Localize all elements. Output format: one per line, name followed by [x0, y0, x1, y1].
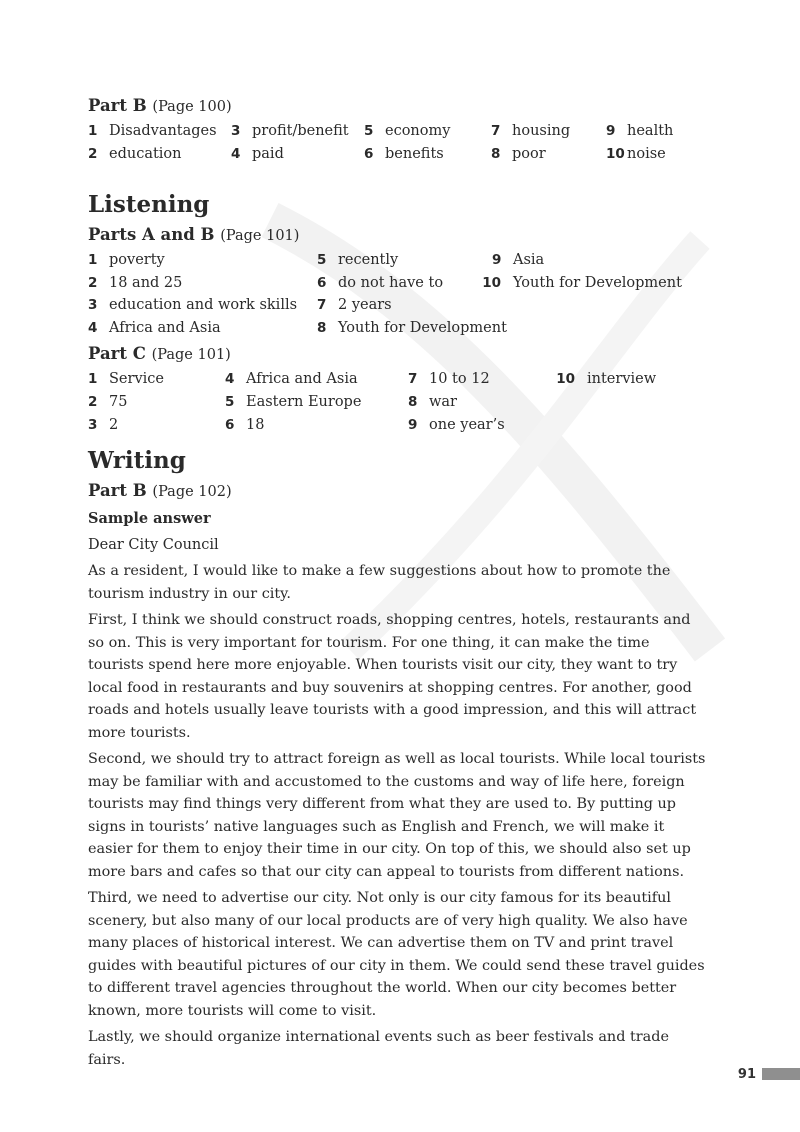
- page-number: 91: [737, 1066, 756, 1082]
- answer-text: benefits: [385, 145, 444, 162]
- answer-number: 8: [408, 394, 418, 410]
- answer-text: paid: [252, 145, 284, 162]
- answer-item: [88, 123, 217, 139]
- answer-number: 9: [408, 417, 418, 433]
- answer-number: 7: [491, 123, 501, 139]
- answer-text: economy: [385, 123, 451, 139]
- answer-number: 5: [225, 394, 235, 410]
- answer-number: 2: [88, 145, 98, 162]
- answer-item: [88, 252, 165, 268]
- writing-heading: Writing: [88, 447, 186, 474]
- answer-text: housing: [512, 123, 571, 139]
- answer-item: [364, 146, 444, 162]
- listening-part-c-answer-grid: [88, 371, 708, 439]
- answer-item: [408, 371, 490, 387]
- answer-item: [88, 320, 221, 336]
- answer-number: 10: [482, 274, 501, 291]
- letter-paragraph: As a resident, I would like to make a few suggestions about how to promote the tourism industry in our city.: [88, 563, 671, 602]
- listening-part-c-page-ref: (Page 101): [151, 347, 231, 363]
- answer-text: 2 years: [338, 297, 392, 313]
- listening-parts-ab-page-ref: (Page 101): [220, 228, 300, 244]
- answer-number: 1: [88, 371, 98, 387]
- answer-item: [408, 394, 457, 410]
- listening-parts-ab-heading: [88, 225, 708, 244]
- answer-number: 2: [88, 394, 98, 410]
- answer-number: 3: [88, 417, 98, 433]
- listening-part-c-heading: [88, 344, 708, 363]
- answer-item: [88, 417, 118, 433]
- answer-text: noise: [627, 145, 666, 162]
- answer-text: health: [627, 123, 674, 139]
- writing-part-b-heading: [88, 481, 708, 500]
- letter-paragraph: Lastly, we should organize international events such as beer festivals and trade fairs.: [88, 1029, 669, 1068]
- writing-part-b-page-ref: (Page 102): [152, 484, 232, 500]
- page-tab-bar: [762, 1068, 800, 1080]
- answer-text: Disadvantages: [109, 123, 217, 139]
- answer-item: [555, 371, 656, 387]
- answer-text: education and work skills: [109, 297, 298, 313]
- answer-item: [88, 297, 297, 313]
- part-b-page-ref: (Page 100): [152, 99, 232, 115]
- answer-item: [225, 417, 264, 433]
- answer-text: 75: [109, 394, 128, 410]
- answer-number: 6: [225, 417, 235, 433]
- answer-key-page: [88, 96, 708, 1075]
- answer-item: [606, 123, 673, 139]
- answer-item: [88, 146, 182, 162]
- answer-number: 4: [231, 145, 241, 162]
- answer-number: 6: [317, 274, 327, 291]
- answer-text: interview: [587, 371, 657, 387]
- answer-text: 10 to 12: [429, 371, 490, 387]
- listening-heading: Listening: [88, 191, 210, 218]
- answer-text: Africa and Asia: [246, 371, 358, 387]
- answer-number: 8: [491, 145, 501, 162]
- listening-parts-ab-title: Parts A and B: [88, 225, 215, 244]
- answer-item: [317, 252, 398, 268]
- answer-item: [481, 275, 682, 291]
- answer-item: [492, 252, 544, 268]
- answer-text: Youth for Development: [338, 319, 507, 336]
- answer-text: do not have to: [338, 274, 444, 291]
- answer-item: [225, 371, 358, 387]
- answer-number: 5: [317, 252, 327, 268]
- answer-item: [317, 275, 443, 291]
- answer-number: 10: [556, 371, 575, 387]
- answer-text: poor: [512, 145, 546, 162]
- answer-number: 9: [492, 252, 502, 268]
- page-number-tab: [738, 1066, 800, 1082]
- answer-number: 6: [364, 145, 374, 162]
- answer-number: 3: [88, 297, 98, 313]
- answer-item: [364, 123, 450, 139]
- answer-text: Service: [109, 371, 164, 387]
- answer-number: 9: [606, 123, 616, 139]
- answer-item: [225, 394, 361, 410]
- answer-text: Asia: [513, 252, 545, 268]
- answer-item: [491, 123, 570, 139]
- answer-number: 5: [364, 123, 374, 139]
- answer-text: education: [109, 145, 182, 162]
- letter-paragraph: First, I think we should construct roads, shopping centres, hotels, restaurants and so on. This is very important for tourism. For one thing, it can make the time tourists spend here more enjoyable. When tourists visit our city, they want to try local food in restaurants and buy souvenirs at shopping centres. For another, good roads and hotels usually leave tourists with a good impression, and this will attract more tourists.: [88, 612, 697, 741]
- answer-text: Africa and Asia: [109, 319, 221, 336]
- answer-number: 1: [88, 123, 98, 139]
- answer-text: 18: [246, 417, 265, 433]
- answer-text: Youth for Development: [513, 274, 682, 291]
- answer-number: 8: [317, 319, 327, 336]
- answer-item: [88, 371, 164, 387]
- letter-paragraph: Second, we should try to attract foreign as well as local tourists. While local tourists may be familiar with and accustomed to the customs and way of life here, foreign tourists may find things very different from what they are used to. By putting up signs in tourists’ native languages such as English and French, we will make it easier for them to enjoy their time in our city. On top of this, we should also set up more bars and cafes so that our city can appeal to tourists from different nations.: [88, 751, 706, 880]
- answer-text: war: [429, 394, 457, 410]
- answer-text: 18 and 25: [109, 274, 183, 291]
- answer-item: [88, 275, 182, 291]
- answer-number: 10: [606, 145, 625, 162]
- answer-item: [317, 320, 507, 336]
- sample-answer-label: Sample answer: [88, 510, 211, 527]
- answer-number: 4: [225, 371, 235, 387]
- answer-text: recently: [338, 252, 399, 268]
- answer-item: [491, 146, 546, 162]
- writing-part-b-title: Part B: [88, 481, 147, 500]
- answer-text: poverty: [109, 252, 165, 268]
- answer-item: [231, 146, 284, 162]
- part-b-title: Part B: [88, 96, 147, 115]
- answer-text: 2: [109, 417, 119, 433]
- answer-item: [408, 417, 505, 433]
- listening-parts-ab-answer-grid: [88, 252, 708, 342]
- answer-item: [231, 123, 349, 139]
- answer-number: 7: [317, 297, 327, 313]
- answer-text: one year’s: [429, 417, 505, 433]
- answer-number: 3: [231, 123, 241, 139]
- answer-number: 1: [88, 252, 98, 268]
- answer-item: [606, 146, 666, 162]
- part-b-answer-grid: [88, 123, 708, 175]
- part-b-heading: [88, 96, 708, 115]
- answer-item: [88, 394, 127, 410]
- letter-paragraph: Third, we need to advertise our city. Not only is our city famous for its beautiful scenery, but also many of our local products are of very high quality. We also have many places of historical interest. We can advertise them on TV and print travel guides with beautiful pictures of our city in them. We could send these travel guides to different travel agencies throughout the world. When our city becomes better known, more tourists will come to visit.: [88, 890, 705, 1019]
- answer-text: profit/benefit: [252, 123, 349, 139]
- answer-number: 4: [88, 319, 98, 336]
- answer-item: [317, 297, 392, 313]
- listening-part-c-title: Part C: [88, 344, 146, 363]
- letter-salutation: Dear City Council: [88, 537, 219, 553]
- answer-number: 7: [408, 371, 418, 387]
- answer-number: 2: [88, 274, 98, 291]
- answer-text: Eastern Europe: [246, 394, 362, 410]
